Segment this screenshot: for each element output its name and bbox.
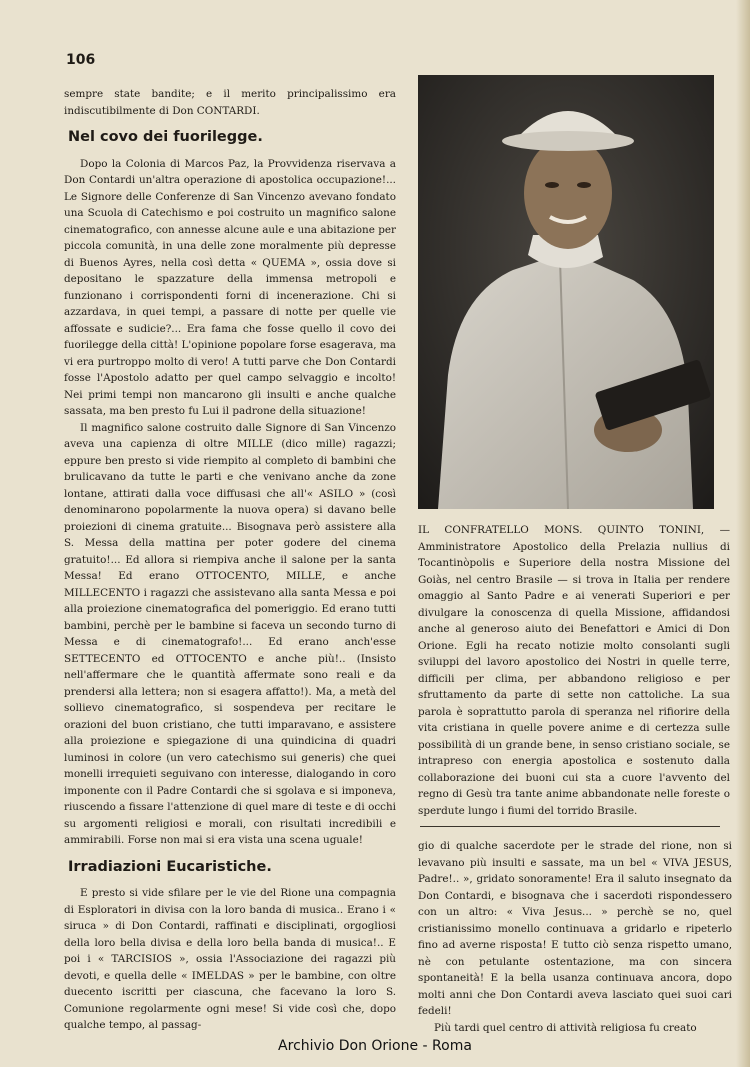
portrait-illustration	[418, 75, 714, 509]
section2-paragraph: E presto si vide sfilare per le vie del Rione una compagnia di Esploratori in divisa con la loro banda di musica.. Erano i « siruca » di Don Contardi, raffinati e disciplinati, orgogliosi della loro bella divisa e della loro bella banda di musica!.. E poi i « TARCISIOS », ossia l'Associazione dei ragazzi più devoti, e quella delle « IMELDAS » per le bambine, con oltre duecento iscritti per ciascuna, che facevano la loro S. Comunione regolarmente ogni mese! Si vide così che, dopo qualche tempo, al passag-	[64, 887, 396, 1031]
photo-caption	[418, 522, 730, 819]
opening-paragraph: sempre state bandite; e il merito principalissimo era indiscutibilmente di Don CONTARDI.	[64, 88, 396, 117]
continuation-paragraph: Più tardi quel centro di attività religiosa fu creato	[434, 1021, 697, 1034]
portrait-photo	[418, 75, 714, 509]
left-column	[64, 86, 396, 1034]
section-heading-covo: Nel covo dei fuorilegge.	[68, 129, 263, 145]
page-number: 106	[66, 52, 96, 68]
section-heading-irradiazioni: Irradiazioni Eucaristiche.	[68, 858, 272, 875]
continuation-paragraph: gio di qualche sacerdote per le strade del rione, non si levavano più insulti e sassate, ma un bel « VIVA JESUS, Padre!.. », gridato sonoramente! Era il saluto insegnato da Don Contardi, e bisognava che i sacerdoti rispondessero con un altro: « Viva Jesus... » perchè se no, quel cristianissimo monello continuava a gridarlo e ripeterlo fino ad averne risposta! E tutto ciò senza rispetto umano, nè con petulante ostentazione, ma con sincera spontaneità! E la bella usanza continuava ancora, dopo molti anni che Don Contardi aveva lasciato quei suoi cari fedeli!	[418, 840, 732, 1017]
archive-footer: Archivio Don Orione - Roma	[278, 1038, 472, 1054]
section1-paragraph: Dopo la Colonia di Marcos Paz, la Provvidenza riservava a Don Contardi un'altra operazione di apostolica occupazione!... Le Signore delle Conferenze di San Vincenzo avevano fondato una Scuola di Catechismo e poi costruito un magnifico salone cinematografico, con annesse alcune aule e una abitazione per piccola comunità, in una delle zone moralmente più depresse di Buenos Ayres, nella così detta « QUEMA », ossia dove si depositano le spazzature della immensa metropoli e funzionano i corrispondenti forni di incenerazione. Chi si azzardava, in quei tempi, a passare di notte per quelle vie affossate e sudicie?... Era fama che fosse quello il covo dei fuorilegge della città! L'opinione popolare forse esagerava, ma vi era purtroppo molto di vero! A tutti parve che Don Contardi fosse l'Apostolo adatto per quel campo selvaggio e incolto! Nei primi tempi non mancarono gli insulti e anche qualche sassata, ma ben presto fu Lui il padrone della situazione!	[64, 157, 396, 417]
caption-divider	[420, 826, 720, 827]
right-column-continuation	[418, 838, 732, 1036]
page-edge-shadow	[736, 0, 750, 1067]
section1-paragraph: Il magnifico salone costruito dalle Signore di San Vincenzo aveva una capienza di oltre MILLE (dico mille) ragazzi; eppure ben presto si vide riempito al completo di bambini che brulicavano da tutte le parti e che venivano anche da zone lontane, attirati dalla voce diffusasi che all'« ASILO » (così denominarono popolarmente la nuova opera) si davano belle proiezioni di cinema gratuite... Bisognava però assistere alla S. Messa della mattina per poter godere del cinema gratuito!... Ed allora si riempiva anche il salone per la santa Messa! Ed erano OTTOCENTO, MILLE, e anche MILLECENTO i ragazzi che assistevano alla santa Messa e poi alla proiezione cinematografica del pomeriggio. Ed erano tutti bambini, perchè per le bambine si faceva un secondo turno di Messa e di cinematografo!... Ed erano anch'esse SETTECENTO ed OTTOCENTO e anche più!.. (Insisto nell'affermare che le quantità affermate sono reali e da prendersi alla lettera; non si esagera affatto!). Ma, a metà del sollievo cinematografico, si sospendeva per recitare le orazioni del buon cristiano, che tutti imparavano, e assistere alla proiezione e spiegazione di una quindicina di quadri luminosi in colore (un vero catechismo sui generis) che quei monelli irrequieti seguivano con interesse, dialogando in coro imponente con il Padre Contardi che si sgolava e si imponeva, riuscendo a fissare l'attenzione di quel mare di teste e di occhi su argomenti religiosi e morali, con risultati incredibili e ammirabili. Forse non mai si era vista una scena uguale!	[64, 421, 396, 846]
caption-text: IL CONFRATELLO MONS. QUINTO TONINI, — Amministratore Apostolico della Prelazia nullius di Tocantinòpolis e Superiore della nostra Missione del Goiàs, nel centro Brasile — si trova in Italia per rendere omaggio al Santo Padre e ai venerati Superiori e per divulgare la conoscenza di quella Missione, affidandosi anche al generoso aiuto dei Benefattori e Amici di Don Orione. Egli ha recato notizie molto consolanti sugli sviluppi del lavoro apostolico dei Nostri in quelle terre, difficili per clima, per abbandono religioso e per sfruttamento da parte di sette non cattoliche. La sua parola è soprattutto parola di speranza nel rifiorire della vita cristiana in quelle povere anime e di certezza sulle possibilità di un grande bene, in senso cristiano sociale, se intrapreso con energia apostolica e sostenuto dalla collaborazione dei buoni cui sta a cuore l'avvento del regno di Gesù tra tante anime abbandonate nelle foreste o sperdute lungo i fiumi del torrido Brasile.	[418, 524, 730, 817]
